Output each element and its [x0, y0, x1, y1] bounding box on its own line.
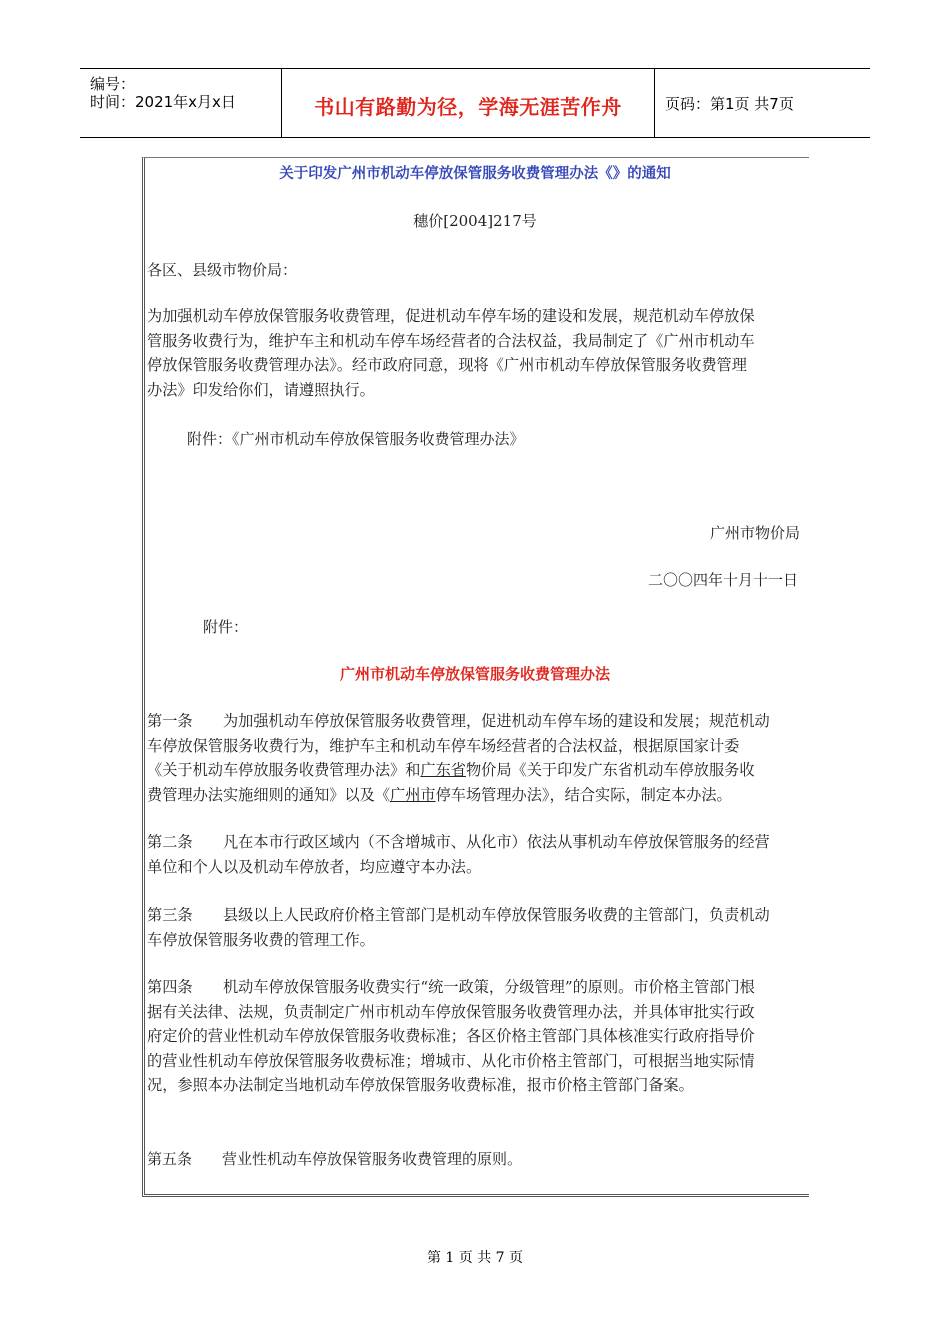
notice-title: 关于印发广州市机动车停放保管服务收费管理办法《》的通知 [279, 165, 671, 182]
notice-body-line: 为加强机动车停放保管服务收费管理，促进机动车停车场的建设和发展，规范机动车停放保 [147, 307, 755, 325]
motto: 书山有路勤为径，学海无涯苦作舟 [314, 95, 622, 119]
doc-number: 穗价[2004]217号 [413, 212, 537, 230]
article-line: 车停放保管服务收费的管理工作。 [147, 930, 375, 949]
notice-body [147, 304, 807, 402]
notice-body-line: 停放保管服务收费管理办法》。经市政府同意，现将《广州市机动车停放保管服务收费管理 [147, 356, 747, 374]
text-run: 停车场管理办法》，结合实际，制定本办法。 [435, 785, 732, 804]
article-4 [147, 975, 807, 1098]
issue-date: 二〇〇四年十月十一日 [648, 571, 799, 589]
header-page-cell [655, 69, 870, 137]
article-line: 第三条 县级以上人民政府价格主管部门是机动车停放保管服务收费的主管部门，负责机动 [147, 906, 770, 924]
article-3 [147, 903, 807, 952]
issuer: 广州市物价局 [710, 524, 801, 542]
text-run: 《关于机动车停放服务收费管理办法》和 [147, 761, 421, 779]
salutation: 各区、县级市物价局： [147, 261, 298, 279]
article-line: 府定价的营业性机动车停放保管服务收费标准；各区价格主管部门具体核准实行政府指导价 [147, 1027, 755, 1045]
notice-body-line: 管服务收费行为，维护车主和机动车停车场经营者的合法权益，我局制定了《广州市机动车 [147, 331, 755, 350]
number-label: 编号： [90, 75, 136, 93]
text-run: 物价局《关于印发广东省机动车停放服务收 [465, 761, 755, 779]
article-line: 车停放保管服务收费行为，维护车主和机动车停车场经营者的合法权益，根据原国家计委 [147, 736, 740, 755]
text-run: 费管理办法实施细则的通知》以及《 [147, 785, 390, 804]
article-line: 的营业性机动车停放保管服务收费标准；增城市、从化市价格主管部门，可根据当地实际情 [147, 1051, 755, 1070]
page-footer: 第 1 页 共 7 页 [426, 1250, 524, 1266]
place-link-guangdong[interactable]: 广东省 [420, 761, 466, 779]
measures-title: 广州市机动车停放保管服务收费管理办法 [339, 665, 610, 683]
header-table [80, 68, 870, 138]
header-motto-cell [282, 69, 655, 137]
article-line: 第一条 为加强机动车停放保管服务收费管理，促进机动车停车场的建设和发展；规范机动 [147, 712, 770, 730]
attachment-line: 附件：《广州市机动车停放保管服务收费管理办法》 [187, 430, 525, 448]
article-line: 单位和个人以及机动车停放者，均应遵守本办法。 [147, 857, 482, 876]
attachment-label: 附件： [203, 618, 249, 636]
article-line [147, 783, 807, 808]
notice-body-line: 办法》印发给你们，请遵照执行。 [147, 380, 375, 399]
article-1 [147, 709, 807, 807]
article-line [147, 758, 807, 783]
article-line: 第二条 凡在本市行政区域内（不含增城市、从化市）依法从事机动车停放保管服务的经营 [147, 833, 770, 851]
article-line: 据有关法律、法规，负责制定广州市机动车停放保管服务收费管理办法，并具体审批实行政 [147, 1002, 755, 1021]
time-label: 时间：2021年x月x日 [90, 93, 236, 111]
article-line: 况，参照本办法制定当地机动车停放保管服务收费标准，报市价格主管部门备案。 [147, 1076, 694, 1094]
article-line: 第四条 机动车停放保管服务收费实行“统一政策，分级管理”的原则。市价格主管部门根 [147, 978, 755, 996]
header-info-cell [80, 69, 282, 137]
article-5: 第五条 营业性机动车停放保管服务收费管理的原则。 [147, 1150, 523, 1168]
article-2 [147, 830, 807, 879]
place-link-guangzhou[interactable]: 广州市 [390, 785, 436, 804]
page-label: 页码：第1页 共7页 [665, 95, 794, 113]
